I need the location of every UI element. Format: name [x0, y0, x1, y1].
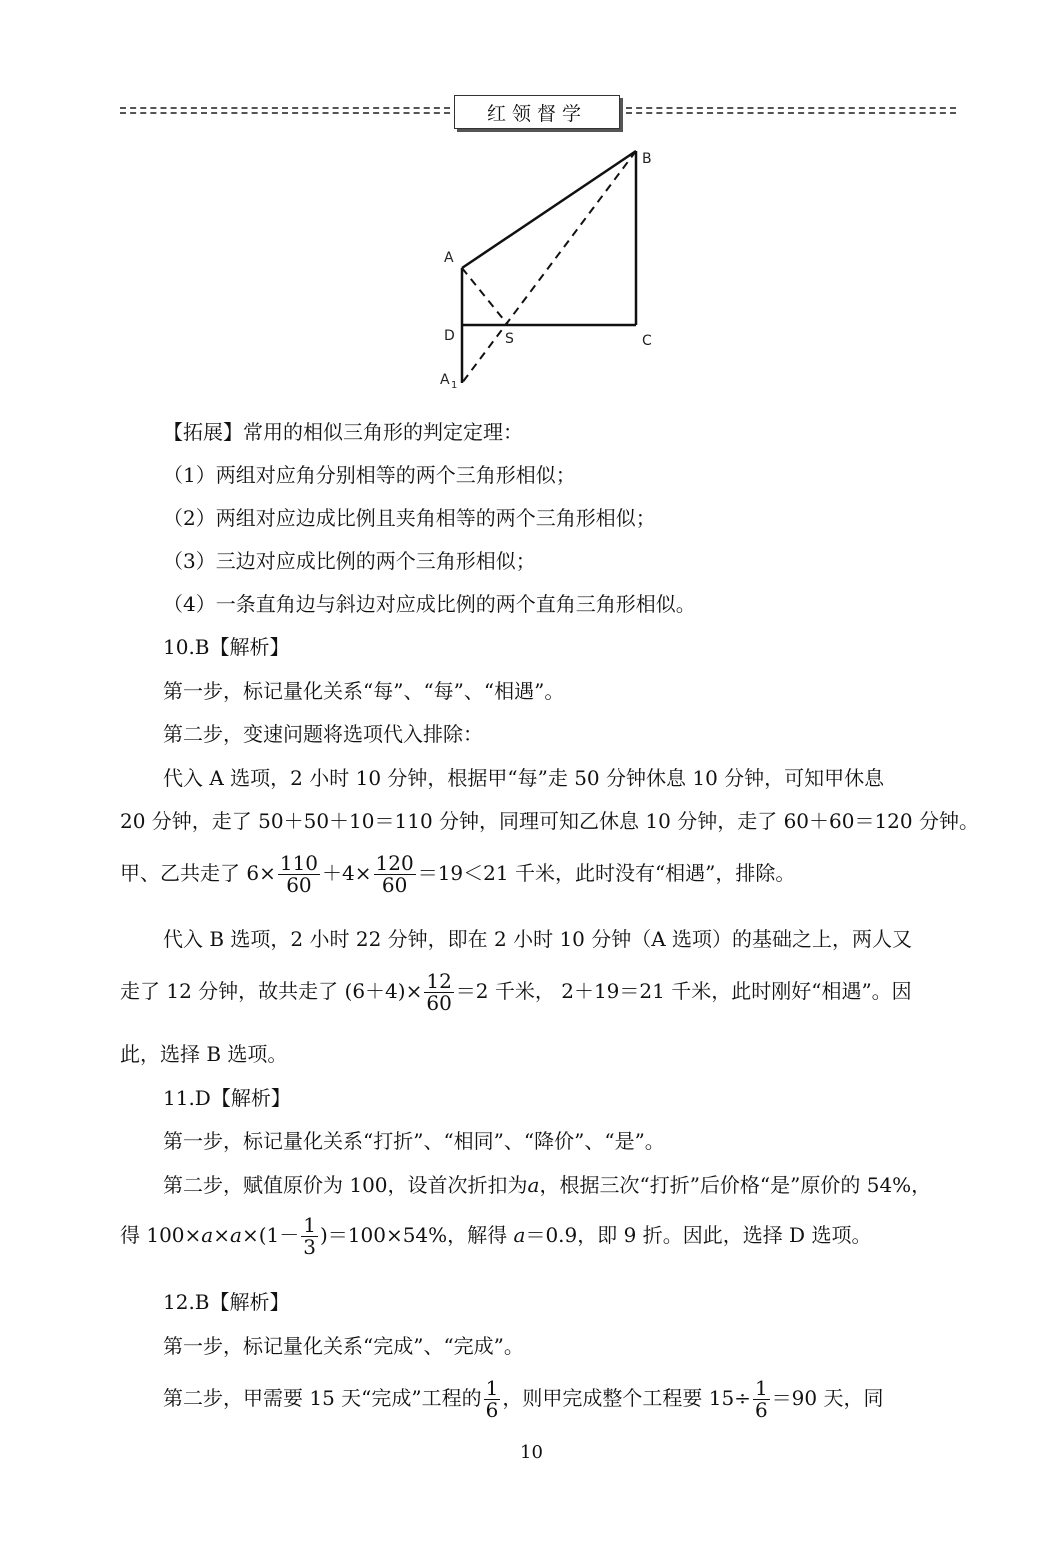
q11-frac-denominator: 3 [303, 1235, 316, 1259]
q10-b-line1: 代入 B 选项，2 小时 22 分钟，即在 2 小时 10 分钟（A 选项）的基础之上，两人又 [163, 927, 913, 951]
q12-step2-mid: ，则甲完成整个工程要 15÷ [502, 1386, 751, 1410]
label-A: A [444, 250, 454, 266]
label-B: B [642, 151, 652, 167]
q10-frac2-denominator: 60 [381, 873, 408, 897]
q11-eq-a3: a [513, 1223, 526, 1247]
q12-step2-post: ＝90 天，同 [771, 1386, 884, 1410]
label-A1-subscript: 1 [451, 380, 458, 391]
q11-step2-pre: 第二步，赋值原价为 100，设首次折扣为 [163, 1173, 528, 1197]
q11-head: 11.D【解析】 [163, 1086, 291, 1110]
q10-a-line3 [120, 853, 795, 896]
q10-head: 10.B【解析】 [163, 635, 290, 659]
q10-fraction-1 [278, 853, 320, 896]
q12-head: 12.B【解析】 [163, 1290, 290, 1314]
dashed-A-S [462, 268, 508, 325]
q12-fraction-1 [484, 1378, 501, 1421]
q11-step1: 第一步，标记量化关系“打折”、“相同”、“降价”、“是”。 [163, 1129, 665, 1153]
q10-a-line3-pre: 甲、乙共走了 6× [120, 861, 276, 885]
label-S: S [505, 331, 514, 347]
q12-fraction-2 [753, 1378, 770, 1421]
q10-b-line3: 此，选择 B 选项。 [120, 1042, 288, 1066]
expand-item-1: （1）两组对应角分别相等的两个三角形相似； [163, 463, 576, 487]
expand-item-2: （2）两组对应边成比例且夹角相等的两个三角形相似； [163, 506, 656, 530]
q10-b-line2-pre: 走了 12 分钟，故共走了 (6＋4)× [120, 979, 423, 1003]
q11-var-a: a [527, 1173, 540, 1197]
label-C: C [642, 333, 652, 349]
expand-item-3: （3）三边对应成比例的两个三角形相似； [163, 549, 536, 573]
q10-b-line2-post: ＝2 千米， 2＋19＝21 千米，此时刚好“相遇”。因 [455, 979, 912, 1003]
q10-fraction-2 [374, 853, 416, 896]
page-number: 10 [520, 1442, 543, 1463]
expand-item-4: （4）一条直角边与斜边对应成比例的两个直角三角形相似。 [163, 592, 696, 616]
q11-eq-post2: ＝0.9，即 9 折。因此，选择 D 选项。 [525, 1223, 872, 1247]
label-D: D [444, 328, 455, 344]
q12-step2 [163, 1378, 883, 1421]
q11-eq-a2: a [230, 1223, 242, 1247]
dashed-B-A1 [462, 151, 636, 383]
header-badge: 红领督学 [454, 95, 620, 129]
q12-frac2-numerator: 1 [754, 1376, 768, 1400]
q11-step2-post: ，根据三次“打折”后价格“是”原价的 54%， [539, 1173, 932, 1197]
q12-frac1-numerator: 1 [485, 1376, 499, 1400]
geometry-figure [0, 0, 1063, 400]
q11-step2 [163, 1175, 931, 1195]
q10-frac1-numerator: 110 [279, 851, 319, 875]
q10-step1: 第一步，标记量化关系“每”、“每”、“相遇”。 [163, 679, 565, 703]
q12-frac1-denominator: 6 [485, 1398, 499, 1422]
q12-frac2-denominator: 6 [754, 1398, 768, 1422]
expand-title: 【拓展】常用的相似三角形的判定定理： [163, 420, 523, 444]
q10-frac2-numerator: 120 [375, 851, 414, 875]
q11-frac-numerator: 1 [303, 1213, 316, 1237]
q10-a-line3-post: ＝19＜21 千米，此时没有“相遇”，排除。 [417, 861, 796, 885]
q12-step1: 第一步，标记量化关系“完成”、“完成”。 [163, 1334, 524, 1358]
q11-eq-pre: 得 100× [120, 1223, 202, 1247]
q10-frac3-denominator: 60 [426, 991, 452, 1015]
q10-frac1-denominator: 60 [286, 873, 312, 897]
q11-eq-x1: × [213, 1223, 230, 1247]
segment-A-B [462, 151, 636, 268]
q10-b-line2 [120, 971, 912, 1014]
label-A1: A [440, 372, 450, 388]
q10-frac3-numerator: 12 [426, 969, 452, 993]
q10-a-line3-mid: ＋4× [322, 861, 372, 885]
q10-fraction-3 [424, 971, 453, 1014]
q11-eq-post1: )＝100×54%，解得 [319, 1223, 514, 1247]
q11-eq-a1: a [201, 1223, 214, 1247]
q11-eq-mid: ×(1－ [241, 1223, 300, 1247]
q10-a-line2: 20 分钟，走了 50＋50＋10＝110 分钟，同理可知乙休息 10 分钟，走了 60＋60＝120 分钟。 [120, 809, 979, 833]
q12-step2-pre: 第二步，甲需要 15 天“完成”工程的 [163, 1386, 482, 1410]
q10-step2: 第二步，变速问题将选项代入排除： [163, 722, 483, 746]
q11-equation [120, 1215, 871, 1258]
q11-fraction [301, 1215, 318, 1258]
q10-a-line1: 代入 A 选项，2 小时 10 分钟，根据甲“每”走 50 分钟休息 10 分钟，可知甲休息 [163, 766, 885, 790]
